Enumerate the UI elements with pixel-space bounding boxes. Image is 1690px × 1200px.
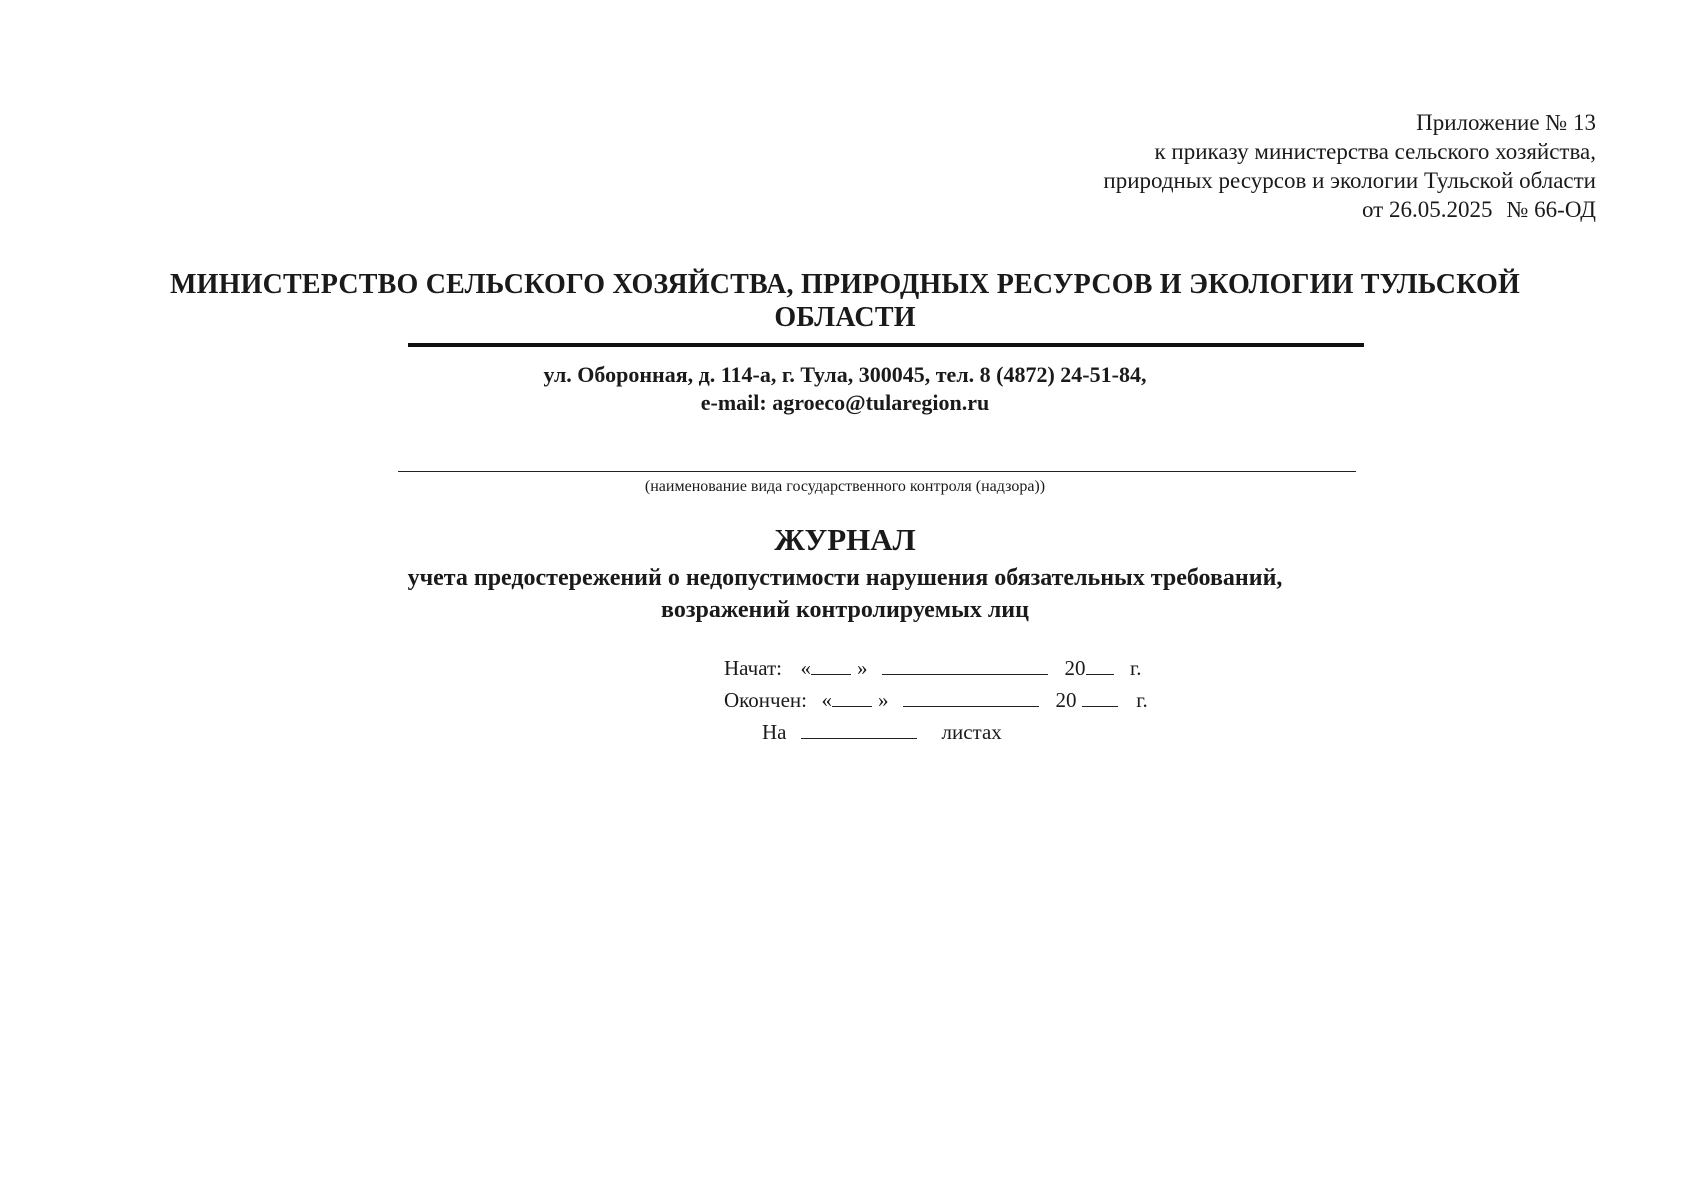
control-type-caption: (наименование вида государственного контроля (надзора)) bbox=[644, 478, 1046, 495]
annex-date: от 26.05.2025 bbox=[1361, 197, 1493, 222]
started-year-blank bbox=[1086, 654, 1114, 675]
started-month-blank bbox=[882, 654, 1048, 675]
started-century: 20 bbox=[1064, 656, 1086, 680]
ended-row bbox=[724, 684, 1148, 716]
annex-order-line: к приказу министерства сельского хозяйства, bbox=[1154, 139, 1596, 164]
ended-century: 20 bbox=[1055, 688, 1077, 712]
address-line: ул. Оборонная, д. 114-а, г. Тула, 300045, тел. 8 (4872) 24-51-84, bbox=[543, 362, 1147, 387]
started-day-blank bbox=[811, 654, 851, 675]
ministry-name-line2: ОБЛАСТИ bbox=[774, 302, 916, 333]
ministry-name-line1: МИНИСТЕРСТВО СЕЛЬСКОГО ХОЗЯЙСТВА, ПРИРОДНЫХ РЕСУРСОВ И ЭКОЛОГИИ ТУЛЬСКОЙ bbox=[170, 269, 1520, 300]
sheets-count-blank bbox=[801, 718, 917, 739]
journal-subtitle-line2: возражений контролируемых лиц bbox=[661, 597, 1029, 623]
started-open-quote: « bbox=[800, 656, 811, 680]
started-row bbox=[724, 652, 1142, 684]
ended-month-blank bbox=[903, 686, 1039, 707]
annex-title: Приложение № 13 bbox=[1416, 110, 1596, 135]
sheets-on-label: На bbox=[762, 720, 787, 744]
sheets-row bbox=[762, 716, 1002, 748]
ended-label: Окончен: bbox=[724, 688, 807, 712]
email-line: e-mail: agroeco@tularegion.ru bbox=[700, 390, 990, 415]
annex-ministry-line: природных ресурсов и экологии Тульской области bbox=[1103, 168, 1596, 193]
journal-subtitle-line1: учета предостережений о недопустимости нарушения обязательных требований, bbox=[407, 565, 1283, 591]
ended-close-quote: » bbox=[878, 688, 889, 712]
started-label: Начат: bbox=[724, 656, 782, 680]
started-close-quote: » bbox=[857, 656, 868, 680]
ended-open-quote: « bbox=[821, 688, 832, 712]
started-year-suffix: г. bbox=[1130, 656, 1142, 680]
ended-day-blank bbox=[832, 686, 872, 707]
ended-year-blank bbox=[1082, 686, 1118, 707]
journal-title: ЖУРНАЛ bbox=[774, 522, 916, 557]
annex-number: № 66-ОД bbox=[1506, 197, 1596, 222]
sheets-label: листах bbox=[941, 720, 1002, 744]
ended-year-suffix: г. bbox=[1136, 688, 1148, 712]
